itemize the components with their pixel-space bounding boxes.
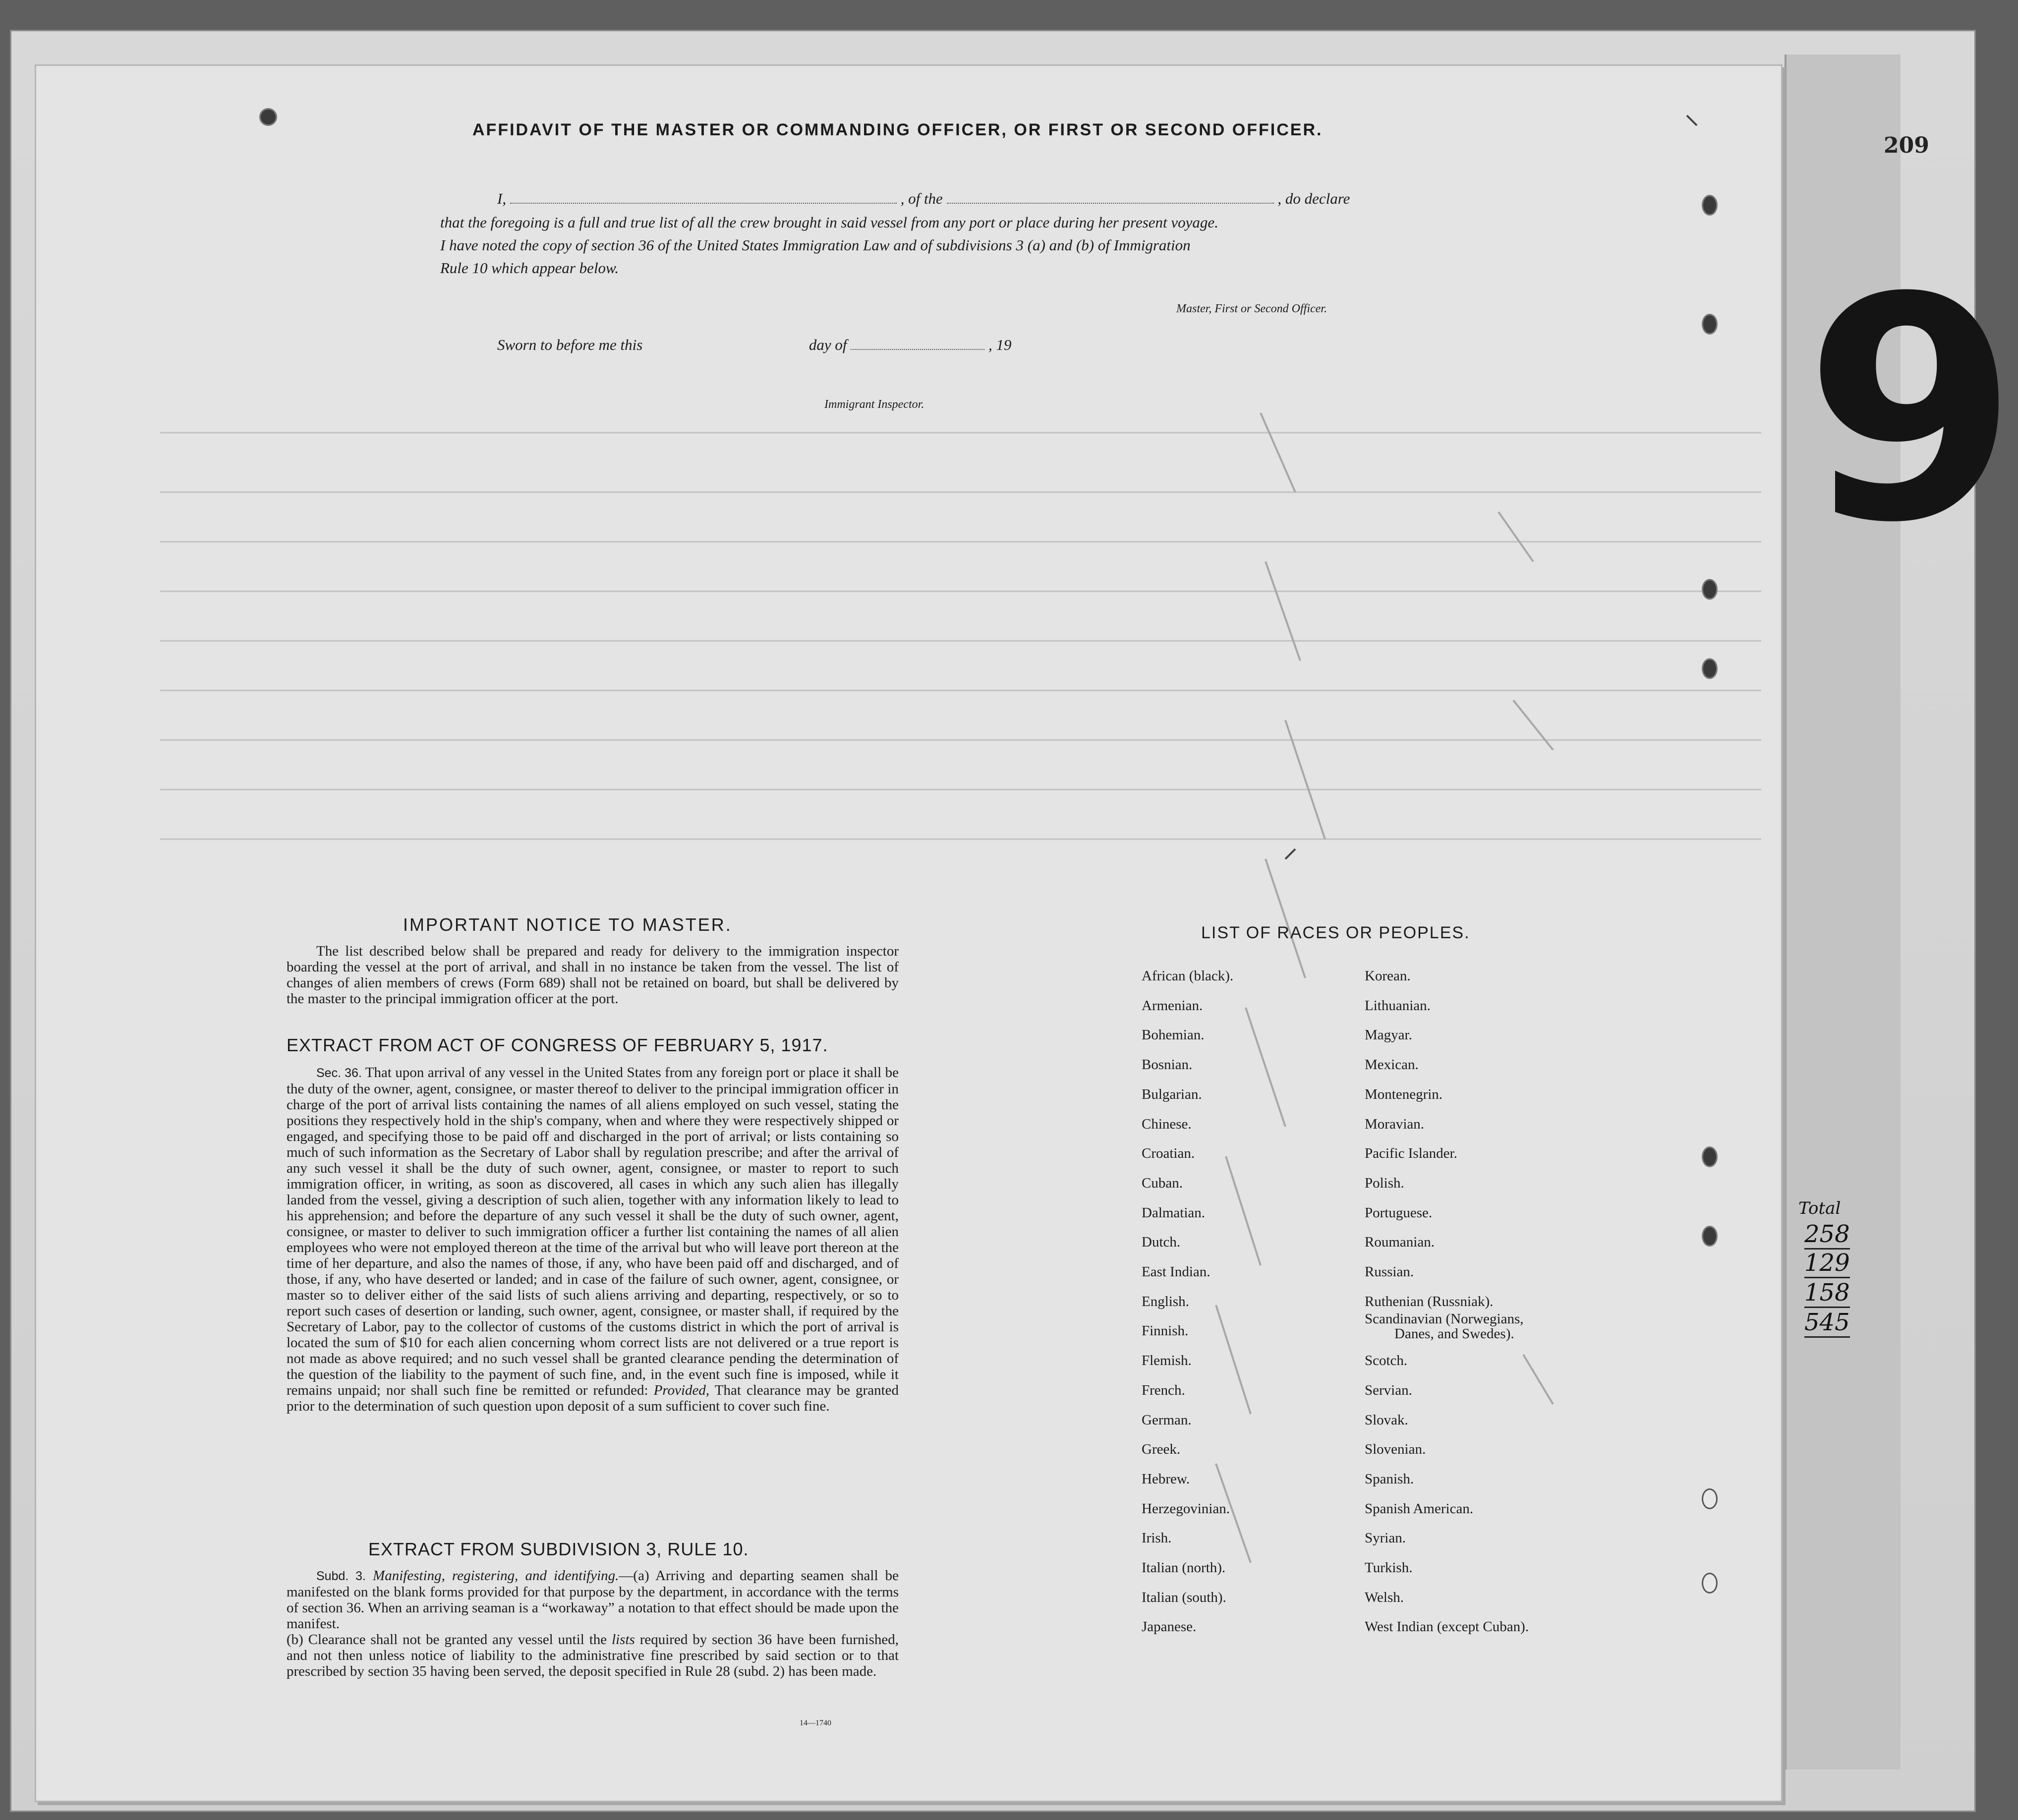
race-item: Roumanian. (1365, 1234, 1435, 1251)
sworn-label: Sworn to before me this (497, 336, 643, 353)
race-item: Moravian. (1365, 1116, 1424, 1132)
race-item: Bohemian. (1142, 1027, 1205, 1043)
sworn-line (497, 336, 1011, 354)
race-item: Portuguese. (1365, 1204, 1433, 1221)
race-item: Croatian. (1142, 1145, 1195, 1162)
race-item: German. (1142, 1412, 1192, 1428)
race-item: Magyar. (1365, 1027, 1412, 1043)
races-left-column (1142, 968, 1380, 1702)
race-item: Pacific Islander. (1365, 1145, 1457, 1162)
notice-text (287, 943, 899, 1007)
name-blank[interactable] (510, 203, 897, 204)
affidavit-line-2: that the foregoing is a full and true list of all the crew brought in said vessel from any port or place during her present voyage. (440, 214, 1218, 231)
month-blank[interactable] (851, 349, 984, 350)
tally-value-2: 129 (1804, 1249, 1850, 1278)
extract-act-title: EXTRACT FROM ACT OF CONGRESS OF FEBRUARY 5, 1917. (287, 1035, 828, 1055)
section-36-text-end: That clearance may be granted prior to the determination of such question upon deposit of a sum sufficient to cover such fine. (287, 1382, 899, 1414)
race-item: Greek. (1142, 1441, 1181, 1458)
race-item: Herzegovinian. (1142, 1500, 1230, 1517)
race-item: Servian. (1365, 1382, 1412, 1398)
race-item: Italian (north). (1142, 1560, 1226, 1576)
race-item: Scotch. (1365, 1353, 1408, 1369)
affidavit-line-1 (497, 190, 1350, 208)
race-item: Slovenian. (1365, 1441, 1426, 1458)
race-item: Montenegrin. (1365, 1086, 1443, 1102)
subd-b-lists: lists (612, 1632, 635, 1648)
race-item: African (black). (1142, 968, 1234, 984)
binder-hole (1702, 1488, 1718, 1509)
handwritten-big-number: 9 (1804, 232, 2018, 590)
affidavit-line-3: I have noted the copy of section 36 of the United States Immigration Law and of subdivisions 3 (a) and (b) of Immigration (440, 236, 1191, 254)
binder-hole (1702, 195, 1718, 216)
extract-act-text (287, 1065, 899, 1414)
race-item: Japanese. (1142, 1619, 1197, 1635)
race-item: English. (1142, 1293, 1189, 1309)
race-item: Dutch. (1142, 1234, 1181, 1251)
subd-a-text: —(a) Arriving and departing seamen shall be manifested on the blank forms provided for that purpose by the department, in accordance with the terms of section 36. When an arriving seaman is a “workaway” a notation to that effect should be made upon the manifest. (287, 1568, 899, 1632)
notice-title: IMPORTANT NOTICE TO MASTER. (403, 914, 732, 935)
race-item-continued: Danes, and Swedes). (1394, 1326, 1514, 1342)
race-item: Polish. (1365, 1175, 1404, 1191)
race-item: Ruthenian (Russniak). (1365, 1293, 1494, 1309)
binder-hole (1702, 1146, 1718, 1167)
tally-value-3: 158 (1804, 1279, 1850, 1308)
race-item: Irish. (1142, 1530, 1172, 1546)
race-item: French. (1142, 1382, 1185, 1398)
race-item: Slovak. (1365, 1412, 1408, 1428)
race-item: Italian (south). (1142, 1589, 1226, 1605)
race-item: Hebrew. (1142, 1471, 1190, 1487)
race-item: Bosnian. (1142, 1057, 1193, 1073)
binder-hole (1702, 579, 1718, 600)
vessel-blank[interactable] (947, 203, 1274, 204)
race-item: Spanish American. (1365, 1500, 1474, 1517)
affidavit-title: AFFIDAVIT OF THE MASTER OR COMMANDING OFFICER, OR FIRST OR SECOND OFFICER. (472, 120, 1323, 139)
form-page (35, 64, 1783, 1802)
race-item: Turkish. (1365, 1560, 1413, 1576)
tally-value-total: 545 (1804, 1308, 1850, 1338)
affidavit-do-declare: , do declare (1277, 190, 1350, 207)
races-title: LIST OF RACES OR PEOPLES. (1201, 923, 1470, 942)
race-item: Spanish. (1365, 1471, 1414, 1487)
day-of-label: day of (808, 336, 847, 353)
race-item: Flemish. (1142, 1353, 1192, 1369)
subd-b-paragraph (287, 1632, 899, 1679)
race-item: Russian. (1365, 1264, 1414, 1280)
year-label: , 19 (988, 336, 1012, 353)
race-item: Dalmatian. (1142, 1204, 1206, 1221)
subd-label: Subd. 3. (316, 1569, 366, 1583)
race-item: Chinese. (1142, 1116, 1192, 1132)
race-item: West Indian (except Cuban). (1365, 1619, 1529, 1635)
affidavit-i-label: I, (497, 190, 507, 207)
form-number: 14—1740 (800, 1719, 831, 1727)
extract-rule-text (287, 1568, 899, 1679)
race-item: Scandinavian (Norwegians, (1365, 1311, 1524, 1327)
race-item: Korean. (1365, 968, 1411, 984)
tally-label: Total (1798, 1198, 1841, 1218)
race-item: East Indian. (1142, 1264, 1211, 1280)
punch-hole (259, 108, 277, 126)
race-item: Lithuanian. (1365, 997, 1431, 1014)
affidavit-of-the: , of the (900, 190, 943, 207)
races-right-column (1365, 968, 1622, 1702)
subd-b-pre: (b) Clearance shall not be granted any vessel until the (287, 1632, 607, 1648)
race-item: Mexican. (1365, 1057, 1419, 1073)
binder-hole (1702, 314, 1718, 335)
binder-hole (1702, 658, 1718, 679)
race-item: Bulgarian. (1142, 1086, 1202, 1102)
notice-paragraph: The list described below shall be prepared and ready for delivery to the immigration inspector boarding the vessel at the port of arrival, and shall in no instance be taken from the vessel. The list of changes of alien members of crews (Form 689) shall not be retained on board, but shall be delivered by the master to the principal immigration officer at the port. (287, 943, 899, 1007)
race-item: Cuban. (1142, 1175, 1183, 1191)
page-number: 209 (1884, 133, 1929, 158)
subd-a-paragraph (287, 1568, 899, 1632)
master-signature-label: Master, First or Second Officer. (1176, 302, 1327, 315)
race-item: Syrian. (1365, 1530, 1406, 1546)
tally-value-1: 258 (1804, 1220, 1850, 1250)
subd-b-post: required by section 36 have been furnished, and not then unless notice of liability to the administrative fine prescribed by said section or to that prescribed by section 35 having been served, the deposit specified in Rule 28 (subd. 2) has been made. (287, 1632, 899, 1679)
subd-italic: Manifesting, registering, and identifying. (373, 1568, 619, 1584)
binder-hole (1702, 1573, 1718, 1593)
extract-rule-title: EXTRACT FROM SUBDIVISION 3, RULE 10. (368, 1539, 749, 1559)
binder-hole (1702, 1226, 1718, 1247)
affidavit-line-4: Rule 10 which appear below. (440, 259, 619, 277)
race-item: Armenian. (1142, 997, 1203, 1014)
section-36-paragraph (287, 1065, 899, 1414)
inspector-label: Immigrant Inspector. (824, 398, 924, 411)
provided-word: Provided, (653, 1382, 710, 1398)
section-label: Sec. 36. (316, 1066, 362, 1080)
race-item: Welsh. (1365, 1589, 1404, 1605)
race-item: Finnish. (1142, 1323, 1189, 1339)
section-36-text: That upon arrival of any vessel in the United States from any foreign port or place it shall be the duty of the owner, agent, consignee, or master thereof to deliver to the principal immigration officer in charge of the port of arrival lists containing the names of all aliens employed on such vessel, stating the positions they respectively hold in the ship's company, when and where they were respectively shipped or engaged, and specifying those to be paid off and discharged in the port of arrival; or lists containing so much of such information as the Secretary of Labor shall by regulation prescribe; and after the arrival of any such vessel it shall be the duty of such owner, agent, consignee, or master to report to such immigration officer, in writing, as soon as discovered, all cases in which any such alien has illegally landed from the vessel, giving a description of such alien, together with any information likely to lead to his apprehension; and before the departure of any such vessel it shall be the duty of such owner, agent, consignee, or master to deliver to such immigration officer a further list containing the names of all alien employees who were not employed thereon at the time of the arrival but who will leave port thereon at the time of her departure, and also the names of those, if any, who have been paid off and discharged, and of those, if any, who have deserted or landed; and in case of the failure of such owner, agent, consignee, or master so to deliver either of the said lists of such aliens arriving and departing, respectively, or so to report such cases of desertion or landing, such owner, agent, consignee, or master shall, if required by the Secretary of Labor, pay to the collector of customs of the customs district in which the port of arrival is located the sum of $10 for each alien concerning whom correct lists are not delivered or a true report is not made as above required; and no such vessel shall be granted clearance pending the determination of the question of the liability to the payment of such fine, and, in the event such fine is imposed, while it remains unpaid; nor shall such fine be remitted or refunded: (287, 1065, 899, 1398)
